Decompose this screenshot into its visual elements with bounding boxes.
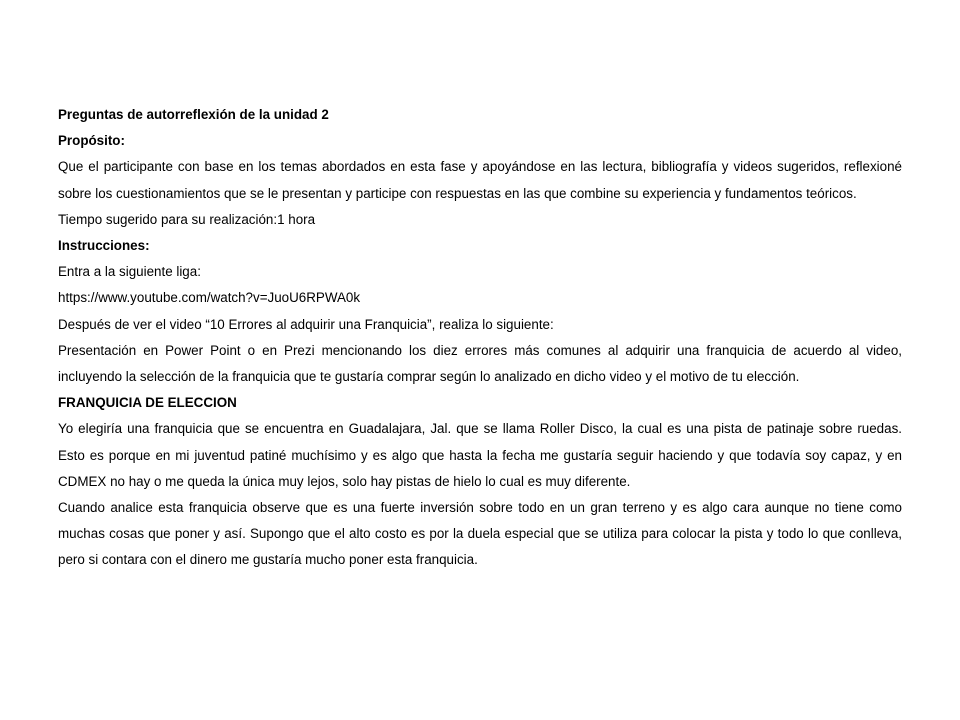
- after-video-text: Después de ver el video “10 Errores al adquirir una Franquicia”, realiza lo siguiente:: [58, 316, 554, 332]
- purpose-text: Que el participante con base en los temas abordados en esta fase y apoyándose en las lectura, bibliografía y videos sugeridos, reflexioné sobre los cuestionamientos que se le presentan y participe con respuestas en las que combine su experiencia y fundamentos teóricos.: [58, 159, 902, 201]
- choice-heading: FRANQUICIA DE ELECCION: [58, 395, 237, 411]
- enter-link-text: Entra a la siguiente liga:: [58, 264, 201, 280]
- instructions-heading: Instrucciones:: [58, 238, 150, 254]
- document-page: [58, 102, 902, 574]
- purpose-heading: Propósito:: [58, 133, 125, 149]
- video-link[interactable]: https://www.youtube.com/watch?v=JuoU6RPWA0k: [58, 290, 361, 306]
- answer-paragraph-2: Cuando analice esta franquicia observe que es una fuerte inversión sobre todo en un gran terreno y es algo cara aunque no tiene como muchas cosas que poner y así. Supongo que el alto costo es por la duela especial que se utiliza para colocar la pista y todo lo que conlleva, pero si contara con el dinero me gustaría mucho poner esta franquicia.: [58, 500, 902, 568]
- document-title: Preguntas de autorreflexión de la unidad 2: [58, 107, 329, 122]
- answer-paragraph-1: Yo elegiría una franquicia que se encuentra en Guadalajara, Jal. que se llama Roller Disco, la cual es una pista de patinaje sobre ruedas. Esto es porque en mi juventud patiné muchísimo y es algo que hasta la fecha me gustaría seguir haciendo y que todavía soy capaz, y en CDMEX no hay o me queda la única muy lejos, solo hay pistas de hielo lo cual es muy diferente.: [58, 421, 902, 489]
- suggested-time: Tiempo sugerido para su realización:1 hora: [58, 211, 316, 227]
- task-text: Presentación en Power Point o en Prezi mencionando los diez errores más comunes al adquirir una franquicia de acuerdo al video, incluyendo la selección de la franquicia que te gustaría comprar según lo analizado en dicho video y el motivo de tu elección.: [58, 342, 902, 385]
